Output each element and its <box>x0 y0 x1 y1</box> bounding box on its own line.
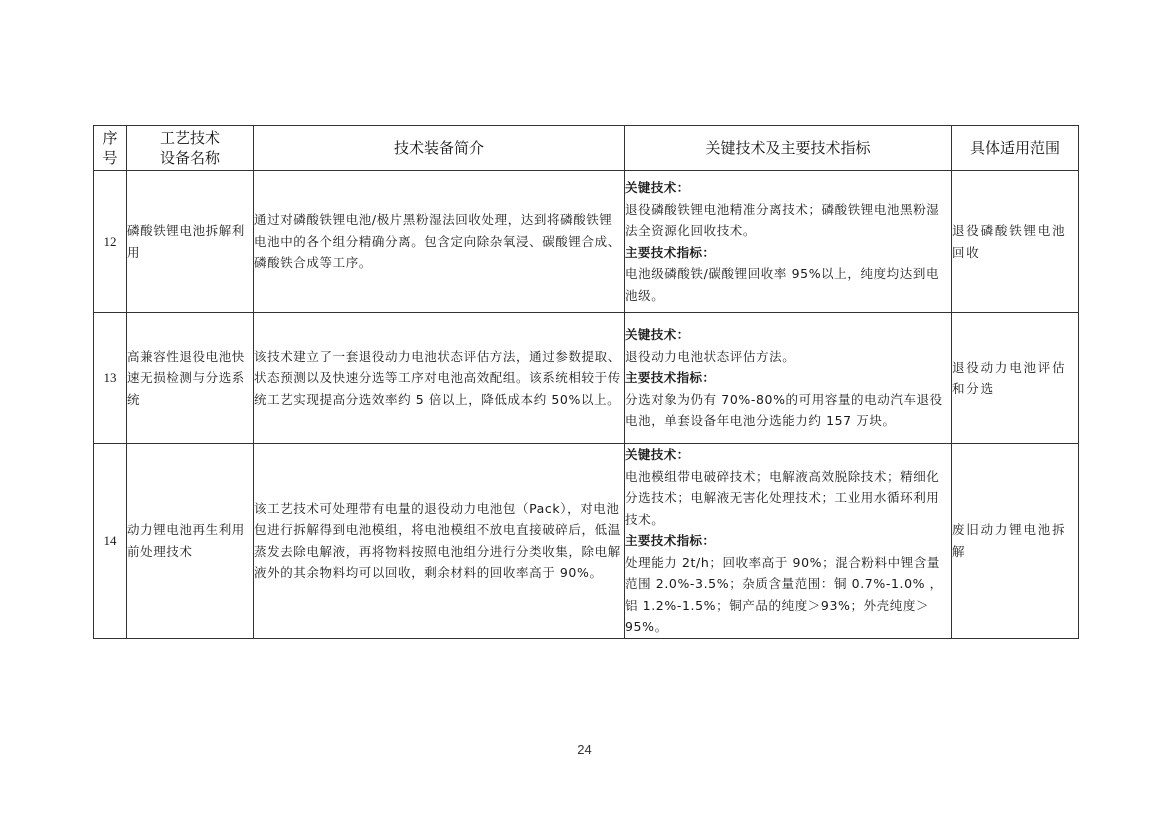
technology-introduction: 通过对磷酸铁锂电池/极片黑粉湿法回收处理，达到将磷酸铁锂电池中的各个组分精确分离。包含定向除杂氧浸、碳酸锂合成、磷酸铁合成等工序。 <box>254 171 625 313</box>
table-row <box>94 444 1079 639</box>
key-technology-label: 关键技术： <box>625 447 690 462</box>
row-number: 13 <box>94 313 127 444</box>
key-technology-cell <box>625 444 952 639</box>
row-number: 12 <box>94 171 127 313</box>
header-process-equipment-name: 工艺技术 设备名称 <box>127 126 254 171</box>
main-indicator-text: 处理能力 2t/h；回收率高于 90%；混合粉料中锂含量范围 2.0%-3.5%；杂质含量范围：铜 0.7%-1.0% ，铝 1.2%-1.5%；铜产品的纯度＞93%；外壳纯度＞95%。 <box>625 554 943 634</box>
header-serial-number: 序 号 <box>94 126 127 171</box>
application-scope: 退役动力电池评估和分选 <box>952 313 1079 444</box>
header-application-scope: 具体适用范围 <box>952 126 1079 171</box>
key-technology-text: 退役动力电池状态评估方法。 <box>625 348 796 364</box>
application-scope: 废旧动力锂电池拆解 <box>952 444 1079 639</box>
table-header-row <box>94 126 1079 171</box>
technology-table <box>93 125 1079 639</box>
technology-name: 动力锂电池再生利用前处理技术 <box>127 444 254 639</box>
key-technology-cell <box>625 313 952 444</box>
main-indicator-label: 主要技术指标： <box>625 244 716 260</box>
key-technology-text: 电池模组带电破碎技术；电解液高效脱除技术；精细化分选技术；电解液无害化处理技术；工业用水循环利用技术。 <box>625 468 940 527</box>
header-equipment-introduction: 技术装备简介 <box>254 126 625 171</box>
technology-name: 高兼容性退役电池快速无损检测与分选系统 <box>127 313 254 444</box>
main-indicator-label: 主要技术指标： <box>625 533 716 548</box>
header-key-technology-indicators: 关键技术及主要技术指标 <box>625 126 952 171</box>
key-technology-label: 关键技术： <box>625 327 690 343</box>
application-scope: 退役磷酸铁锂电池回收 <box>952 171 1079 313</box>
technology-introduction: 该技术建立了一套退役动力电池状态评估方法，通过参数提取、状态预测以及快速分选等工序对电池高效配组。该系统相较于传统工艺实现提高分选效率约 5 倍以上，降低成本约 50%以上。 <box>254 313 625 444</box>
main-indicator-text: 电池级磷酸铁/碳酸锂回收率 95%以上，纯度均达到电池级。 <box>625 266 940 303</box>
main-indicator-text: 分选对象为仍有 70%-80%的可用容量的电动汽车退役电池，单套设备年电池分选能力约 157 万块。 <box>625 391 943 429</box>
key-technology-label: 关键技术： <box>625 180 690 195</box>
table-row <box>94 171 1079 313</box>
page-number: 24 <box>577 742 592 757</box>
row-number: 14 <box>94 444 127 639</box>
technology-introduction: 该工艺技术可处理带有电量的退役动力电池包（Pack），对电池包进行拆解得到电池模组，将电池模组不放电直接破碎后，低温蒸发去除电解液，再将物料按照电池组分进行分类收集，除电解液外的其余物料均可以回收，剩余材料的回收率高于 90%。 <box>254 444 625 639</box>
key-technology-cell <box>625 171 952 313</box>
table-row <box>94 313 1079 444</box>
technology-name: 磷酸铁锂电池拆解利用 <box>127 171 254 313</box>
main-indicator-label: 主要技术指标： <box>625 370 716 386</box>
key-technology-text: 退役磷酸铁锂电池精准分离技术；磷酸铁锂电池黑粉湿法全资源化回收技术。 <box>625 201 940 238</box>
